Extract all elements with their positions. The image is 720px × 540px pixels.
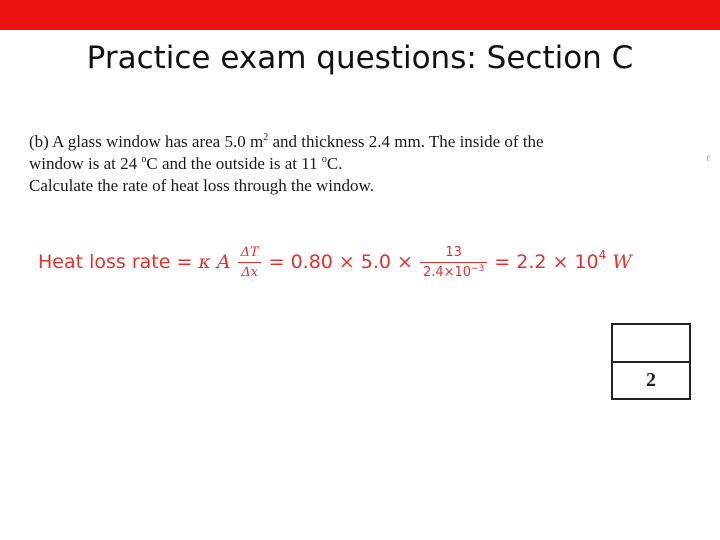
marks-box xyxy=(611,323,691,400)
times-sign: × xyxy=(338,251,355,273)
temperature-numerator: 13 xyxy=(445,244,462,260)
gradient-numerator: ΔT xyxy=(240,244,259,260)
marks-box-empty-cell xyxy=(613,325,689,363)
gradient-denominator: Δx xyxy=(238,262,261,280)
result-value: $2.2 \times 10^4$ xyxy=(516,248,607,273)
thickness-denominator: $2.4\times 10^{-3}$ xyxy=(420,262,487,280)
question-text xyxy=(29,131,649,197)
page-title: Practice exam questions: Section C xyxy=(86,40,634,76)
temperature-fraction xyxy=(420,245,487,280)
conductivity-value: 0.80 xyxy=(290,251,333,273)
answer-equation xyxy=(38,241,632,283)
answer-label: Heat loss rate xyxy=(38,251,171,273)
question-line-1: (b) A glass window has area 5.0 $m^2$ and thickness 2.4 mm. The inside of the xyxy=(29,132,544,151)
gradient-fraction xyxy=(238,245,262,280)
equals-sign-3: = xyxy=(494,251,511,273)
stray-mark: ℓ xyxy=(706,153,711,163)
kappa-symbol: κ xyxy=(198,251,211,273)
question-line-3: Calculate the rate of heat loss through the window. xyxy=(29,176,374,195)
equals-sign-2: = xyxy=(268,251,285,273)
times-sign-2: × xyxy=(397,251,413,273)
area-symbol: A xyxy=(216,251,231,273)
unit-symbol: W xyxy=(612,251,632,273)
equals-sign: = xyxy=(176,251,193,273)
header-bar xyxy=(0,0,720,30)
marks-value: 2 xyxy=(646,369,656,391)
question-line-2: window is at 24 $^o$C and the outside is at 11 $^o$C. xyxy=(29,154,343,173)
area-value: 5.0 xyxy=(360,251,392,273)
